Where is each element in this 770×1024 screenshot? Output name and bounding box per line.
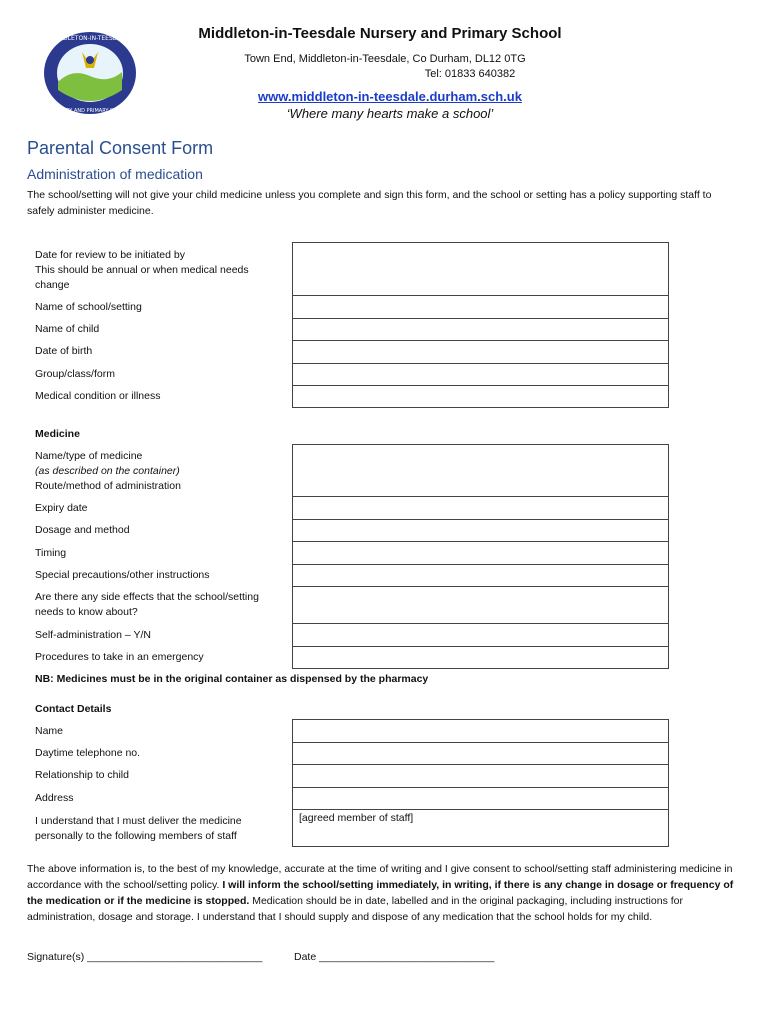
medicine-name-label: Name/type of medicine (as described on the container) Route/method of administration <box>35 450 181 492</box>
medicine-heading: Medicine <box>35 428 80 440</box>
timing-label: Timing <box>35 547 67 559</box>
expiry-label: Expiry date <box>35 502 88 514</box>
consent-statement: The above information is, to the best of my knowledge, accurate at the time of writing and I give consent to school/setting staff administering medicine in accordance with the school/setting policy. I will inform the school/setting immediately, in writing, if there is any change in dosage or frequency of the medication or if the medicine is stopped. Medication should be in date, labelled and in the original packaging, including instructions for administration, dosage and storage. I understand that I should supply and dispose of any medication that the school holds for my child. <box>27 863 734 923</box>
group-field[interactable] <box>292 363 669 386</box>
group-label: Group/class/form <box>35 368 115 380</box>
school-telephone: Tel: 01833 640382 <box>424 68 516 80</box>
school-logo <box>42 30 138 116</box>
dob-label: Date of birth <box>35 345 93 357</box>
form-subtitle: Administration of medication <box>27 166 203 182</box>
svg-text:NURSERY AND PRIMARY SCHOOL: NURSERY AND PRIMARY SCHOOL <box>48 108 132 114</box>
self-admin-label: Self-administration – Y/N <box>35 629 151 641</box>
emergency-field[interactable] <box>292 646 669 669</box>
signature-line[interactable]: Signature(s) ______________________________ <box>27 951 263 963</box>
relationship-label: Relationship to child <box>35 769 129 781</box>
self-admin-field[interactable] <box>292 623 669 647</box>
svg-text:MIDDLETON-IN-TEESDALE: MIDDLETON-IN-TEESDALE <box>51 35 129 42</box>
expiry-field[interactable] <box>292 496 669 520</box>
timing-field[interactable] <box>292 541 669 565</box>
precautions-field[interactable] <box>292 564 669 587</box>
review-date-field[interactable] <box>292 242 669 296</box>
emergency-label: Procedures to take in an emergency <box>35 651 204 663</box>
condition-field[interactable] <box>292 385 669 408</box>
school-motto: ‘Where many hearts make a school’ <box>286 106 494 121</box>
condition-label: Medical condition or illness <box>35 390 161 402</box>
medicine-name-field[interactable] <box>292 444 669 497</box>
dosage-label: Dosage and method <box>35 524 130 536</box>
contact-phone-field[interactable] <box>292 742 669 765</box>
form-title: Parental Consent Form <box>27 138 214 158</box>
precautions-label: Special precautions/other instructions <box>35 569 210 581</box>
staff-member-field[interactable] <box>292 809 669 847</box>
contact-phone-label: Daytime telephone no. <box>35 747 141 759</box>
staff-member-value: [agreed member of staff] <box>299 812 414 824</box>
school-address: Town End, Middleton-in-Teesdale, Co Durham, DL12 0TG <box>244 53 526 65</box>
contact-heading: Contact Details <box>35 703 112 715</box>
contact-name-field[interactable] <box>292 719 669 743</box>
review-date-label: Date for review to be initiated by This should be annual or when medical needs change <box>35 249 249 291</box>
school-setting-field[interactable] <box>292 295 669 319</box>
child-name-field[interactable] <box>292 318 669 341</box>
dosage-field[interactable] <box>292 519 669 542</box>
dob-field[interactable] <box>292 340 669 364</box>
deliver-label: I understand that I must deliver the medicine personally to the following members of staff <box>35 815 242 842</box>
contact-address-label: Address <box>35 792 74 804</box>
child-name-label: Name of child <box>35 323 100 335</box>
relationship-field[interactable] <box>292 764 669 788</box>
form-intro: The school/setting will not give your child medicine unless you complete and sign this form, and the school or setting has a policy supporting staff to safely administer medicine. <box>27 189 712 217</box>
side-effects-field[interactable] <box>292 586 669 624</box>
contact-name-label: Name <box>35 725 64 737</box>
nb-note: NB: Medicines must be in the original container as dispensed by the pharmacy <box>35 673 429 685</box>
side-effects-label: Are there any side effects that the school/setting needs to know about? <box>35 591 259 618</box>
school-website-link[interactable]: www.middleton-in-teesdale.durham.sch.uk <box>258 89 522 104</box>
school-setting-label: Name of school/setting <box>35 301 142 313</box>
date-line[interactable]: Date ______________________________ <box>294 951 495 963</box>
school-name: Middleton-in-Teesdale Nursery and Primary School <box>198 25 562 42</box>
contact-address-field[interactable] <box>292 787 669 810</box>
